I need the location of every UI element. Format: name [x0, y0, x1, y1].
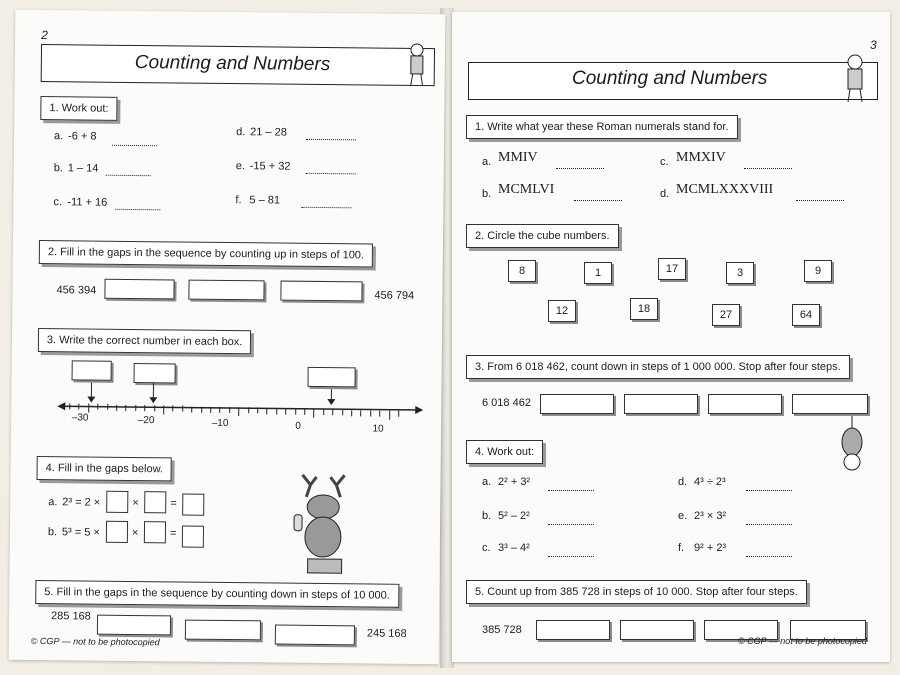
number-line-tick [126, 405, 127, 411]
q1-item-a: -6 + 8 [68, 130, 97, 143]
page-number: 3 [870, 38, 877, 52]
answer-line[interactable] [115, 209, 160, 210]
answer-box[interactable] [185, 620, 261, 641]
number-line-tick [135, 405, 136, 411]
answer-line[interactable] [796, 200, 844, 201]
answer-line[interactable] [744, 168, 792, 169]
q2-header: 2. Circle the cube numbers. [466, 224, 619, 248]
answer-box[interactable] [182, 494, 204, 516]
number-line-tick [154, 405, 155, 411]
answer-box[interactable] [144, 491, 166, 513]
roman-numeral: MMXIV [676, 150, 726, 165]
q4-item-f-label: f. [678, 542, 685, 554]
number-line-tick [191, 406, 192, 412]
q4-a-expr: 2³ = 2 × [62, 496, 101, 509]
q4-item-b: 5² – 2² [498, 510, 530, 522]
number-line-tick [229, 407, 230, 413]
number-line-tick [173, 406, 174, 412]
answer-box[interactable] [104, 279, 174, 300]
times-sign: × [132, 497, 139, 510]
q4-header: 4. Fill in the gaps below. [36, 456, 172, 481]
answer-box[interactable] [792, 394, 868, 414]
number-line-tick [285, 408, 286, 414]
q1-item-c-label: c. [53, 196, 63, 209]
page-title: Counting and Numbers [134, 52, 331, 76]
page-title: Counting and Numbers [572, 68, 768, 89]
copyright-footer: © CGP — not to be photocopied [738, 636, 867, 646]
number-line-tick [379, 411, 380, 417]
q4-b-label: b. [47, 526, 58, 539]
number-line-tick [210, 407, 211, 413]
q1-header: 1. Write what year these Roman numerals stand for. [466, 115, 738, 139]
answer-box[interactable] [182, 526, 204, 548]
answer-line[interactable] [746, 490, 792, 491]
answer-box[interactable] [540, 394, 614, 414]
number-line-tick [351, 410, 352, 416]
q4-b-expr: 5³ = 5 × [61, 526, 100, 539]
number-line-tick [182, 406, 183, 412]
q4-item-e-label: e. [678, 510, 688, 522]
number-line-tick [97, 404, 98, 410]
q1-item-d-label: d. [660, 188, 670, 200]
number-line-tick [276, 408, 277, 414]
answer-line[interactable] [106, 175, 151, 176]
q1-item-e-label: e. [235, 160, 246, 173]
number-line-tick [389, 411, 390, 420]
answer-box[interactable] [72, 360, 112, 380]
q4-item-f: 9² + 2³ [694, 542, 727, 554]
q4-item-a-label: a. [482, 476, 492, 488]
cartoon-character-icon [403, 42, 431, 86]
answer-box[interactable] [188, 280, 264, 301]
number-line-tick [238, 407, 239, 416]
q1-item-d: 21 – 28 [250, 126, 287, 139]
number-line-tick [342, 410, 343, 416]
moose-cartoon-icon [280, 475, 371, 576]
answer-box[interactable] [106, 521, 128, 543]
q1-item-b-label: b. [482, 188, 492, 200]
q1-item-d-label: d. [236, 126, 246, 139]
q1-item-f-label: f. [235, 194, 242, 207]
cube-number-option[interactable]: 27 [712, 304, 740, 326]
number-line-label: –20 [137, 415, 155, 427]
number-line-tick [361, 410, 362, 416]
q1-header: 1. Work out: [40, 96, 117, 121]
number-line-tick [323, 409, 324, 415]
equals-sign: = [169, 527, 177, 540]
q4-item-c: 3³ – 4² [498, 542, 530, 554]
q1-item-a-label: a. [54, 130, 64, 143]
number-line-tick [370, 410, 371, 416]
roman-numeral: MMIV [498, 150, 538, 165]
number-line-tick [257, 408, 258, 414]
number-line-tick [295, 409, 296, 415]
q1-item-e: -15 + 32 [249, 160, 291, 173]
q4-item-c-label: c. [482, 542, 491, 554]
cube-number-option[interactable]: 1 [584, 262, 612, 284]
number-line-tick [332, 409, 333, 415]
sequence-end: 456 794 [374, 289, 415, 302]
number-line-tick [79, 404, 80, 410]
number-line-label: –10 [211, 417, 229, 430]
number-line-tick [107, 404, 108, 410]
answer-box[interactable] [275, 625, 355, 646]
answer-box[interactable] [134, 363, 176, 383]
copyright-footer: © CGP — not to be photocopied [30, 635, 160, 648]
cube-number-option[interactable]: 9 [804, 260, 832, 282]
sequence-start: 6 018 462 [482, 397, 531, 409]
answer-box[interactable] [97, 615, 171, 636]
q1-item-a-label: a. [482, 156, 492, 168]
right-page [452, 12, 890, 662]
sequence-start: 456 394 [56, 284, 97, 297]
answer-line[interactable] [556, 168, 604, 169]
q3-header: 3. Write the correct number in each box. [38, 328, 252, 354]
roman-numeral: MCMLVI [498, 182, 555, 197]
answer-box[interactable] [708, 394, 782, 414]
number-line-label: –30 [71, 412, 89, 424]
answer-box[interactable] [280, 281, 362, 302]
answer-box[interactable] [144, 521, 166, 543]
cube-number-option[interactable]: 18 [630, 298, 658, 320]
equals-sign: = [170, 497, 177, 510]
answer-line[interactable] [306, 173, 356, 175]
q5-header: 5. Count up from 385 728 in steps of 10 000. Stop after four steps. [466, 580, 807, 604]
number-line-tick [163, 406, 164, 415]
q5-header: 5. Fill in the gaps in the sequence by counting down in steps of 10 000. [35, 580, 399, 608]
number-line-tick [88, 404, 89, 413]
number-line-tick [314, 409, 315, 418]
answer-line[interactable] [112, 145, 157, 146]
roman-numeral: MCMLXXXVIII [676, 182, 774, 197]
answer-line[interactable] [548, 524, 594, 525]
number-line-tick [398, 411, 399, 417]
answer-box[interactable] [536, 620, 610, 640]
cube-number-option[interactable]: 8 [508, 260, 536, 282]
sequence-end: 245 168 [366, 627, 407, 640]
cube-number-option[interactable]: 3 [726, 262, 754, 284]
answer-box[interactable] [624, 394, 698, 414]
number-line-tick [267, 408, 268, 414]
times-sign: × [131, 527, 139, 540]
q4-item-d-label: d. [678, 476, 688, 488]
q4-item-b-label: b. [482, 510, 492, 522]
cube-number-option[interactable]: 64 [792, 304, 820, 326]
left-page [9, 10, 446, 664]
number-line [57, 382, 427, 426]
answer-line[interactable] [746, 556, 792, 557]
answer-box[interactable] [106, 491, 128, 513]
answer-line[interactable] [746, 524, 792, 525]
q4-item-d: 4³ ÷ 2³ [694, 476, 726, 488]
number-line-label: 10 [372, 423, 384, 435]
q4-a-label: a. [48, 496, 58, 509]
number-line-tick [248, 407, 249, 413]
q4-header: 4. Work out: [466, 440, 543, 464]
answer-line[interactable] [548, 556, 594, 557]
q1-item-c: -11 + 16 [67, 196, 108, 209]
page-number: 2 [41, 28, 48, 43]
q2-header: 2. Fill in the gaps in the sequence by counting up in steps of 100. [39, 240, 373, 267]
q1-item-f: 5 – 81 [249, 194, 281, 207]
q4-item-e: 2³ × 3² [694, 510, 727, 522]
answer-line[interactable] [574, 200, 622, 201]
cube-number-option[interactable]: 12 [548, 300, 576, 322]
number-line-tick [304, 409, 305, 415]
q3-header: 3. From 6 018 462, count down in steps of 1 000 000. Stop after four steps. [466, 355, 850, 379]
sequence-start: 285 168 [51, 610, 91, 623]
number-line-tick [69, 403, 70, 409]
number-line-tick [201, 406, 202, 412]
cube-number-option[interactable]: 17 [658, 258, 686, 280]
number-line-tick [144, 405, 145, 411]
number-line-tick [220, 407, 221, 413]
answer-line[interactable] [306, 139, 356, 141]
sequence-start: 385 728 [482, 624, 522, 636]
cartoon-character-icon [840, 52, 870, 102]
number-line-tick [116, 404, 117, 410]
hanging-cartoon-icon [832, 416, 872, 472]
answer-box[interactable] [620, 620, 694, 640]
q1-item-b-label: b. [53, 162, 64, 175]
number-line-label: 0 [295, 420, 301, 432]
answer-line[interactable] [548, 490, 594, 491]
q1-item-c-label: c. [660, 156, 669, 168]
answer-line[interactable] [301, 207, 351, 209]
q4-item-a: 2² + 3² [498, 476, 531, 488]
q1-item-b: 1 – 14 [67, 162, 99, 175]
